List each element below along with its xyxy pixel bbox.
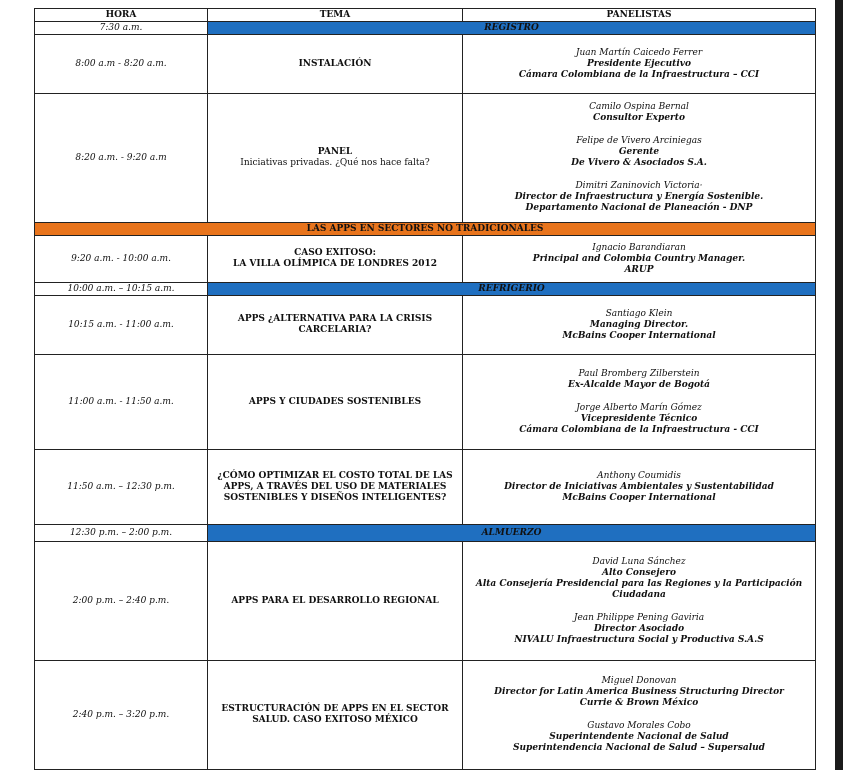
page-edge-shadow <box>835 0 843 770</box>
panelists-cell <box>463 355 816 450</box>
panelist-role: Director Asociado <box>593 623 685 634</box>
panelist-name: Felipe de Vivero Arciniegas <box>576 136 702 146</box>
panelist-role: Cámara Colombiana de la Infraestructura - CCI <box>519 424 759 435</box>
theme-title: ESTRUCTURACIÓN DE APPS EN EL SECTOR SALUD. CASO EXITOSO MÉXICO <box>221 704 449 725</box>
session-row <box>35 542 816 661</box>
panelist <box>467 557 811 601</box>
panelists-cell <box>463 296 816 355</box>
panelist-role: Director for Latin America Business Structuring Director <box>494 687 784 697</box>
theme-title: PANEL <box>317 147 353 157</box>
time-cell: 2:00 p.m. – 2:40 p.m. <box>35 542 208 661</box>
time-cell: 8:20 a.m. - 9:20 a.m <box>35 94 208 223</box>
agenda-body <box>35 22 816 770</box>
panelist-role: Director de Infraestructura y Energía Sostenible. <box>514 192 764 202</box>
theme-title: APPS PARA EL DESARROLLO REGIONAL <box>231 595 439 606</box>
theme-cell <box>208 296 463 355</box>
theme-title: APPS ¿ALTERNATIVA PARA LA CRISIS CARCELARIA? <box>237 314 433 335</box>
session-row <box>35 450 816 525</box>
time-cell: 11:00 a.m. - 11:50 a.m. <box>35 355 208 450</box>
panelist-name: Dimitri Zaninovich Victoria· <box>575 181 703 191</box>
panelist-role: ARUP <box>624 264 654 275</box>
panelist-role: Superintendencia Nacional de Salud – Supersalud <box>513 743 765 753</box>
panelist-name: Miguel Donovan <box>601 676 677 686</box>
panelist-role: Currie & Brown México <box>579 698 699 708</box>
panelists-cell <box>463 236 816 283</box>
panelist <box>467 471 811 504</box>
header-hora: HORA <box>35 9 208 22</box>
panelists-cell <box>463 661 816 770</box>
panelist-role: Principal and Colombia Country Manager. <box>532 253 746 264</box>
panelist-name: Jorge Alberto Marín Gómez <box>576 402 702 413</box>
theme-subtitle: LA VILLA OLÍMPICA DE LONDRES 2012 <box>232 259 438 269</box>
panelist <box>467 136 811 169</box>
time-cell: 10:15 a.m. - 11:00 a.m. <box>35 296 208 355</box>
panelist-role: Ex-Alcalde Mayor de Bogotá <box>567 379 711 390</box>
panelist-name: David Luna Sánchez <box>592 556 686 567</box>
panelist-name: Juan Martín Caicedo Ferrer <box>575 47 703 58</box>
theme-cell <box>208 542 463 661</box>
panelist-role: Managing Director. <box>589 319 689 330</box>
panelist <box>467 676 811 709</box>
panelist <box>467 48 811 81</box>
panelist <box>467 369 811 391</box>
break-label: REFRIGERIO <box>208 283 816 296</box>
panelist <box>467 309 811 342</box>
theme-cell <box>208 450 463 525</box>
panelist-name: Santiago Klein <box>605 308 673 319</box>
panelist-role: Alto Consejero <box>602 567 676 578</box>
session-row <box>35 236 816 283</box>
panelist-role: McBains Cooper International <box>562 492 716 503</box>
panelist <box>467 181 811 214</box>
panelist-name: Paul Bromberg Zilberstein <box>578 368 700 379</box>
session-row <box>35 296 816 355</box>
panelist-name: Anthony Coumidis <box>597 470 681 481</box>
panelist-name: Ignacio Barandiaran <box>592 242 686 253</box>
panelist <box>467 243 811 276</box>
time-cell: 9:20 a.m. - 10:00 a.m. <box>35 236 208 283</box>
break-label: ALMUERZO <box>208 525 816 542</box>
theme-title: INSTALACIÓN <box>298 58 372 69</box>
panelist <box>467 403 811 436</box>
theme-cell <box>208 661 463 770</box>
theme-cell <box>208 35 463 94</box>
panelists-cell <box>463 542 816 661</box>
header-tema: TEMA <box>208 9 463 22</box>
panelist-role: Superintendente Nacional de Salud <box>549 732 729 742</box>
panelist-role: Presidente Ejecutivo <box>587 58 691 69</box>
break-label: REGISTRO <box>208 22 816 35</box>
panelist-role: McBains Cooper International <box>562 330 716 341</box>
panelist-role: Alta Consejería Presidencial para las Regiones y la Participación Ciudadana <box>475 578 803 600</box>
panelist-role: NIVALU Infraestructura Social y Productiva S.A.S <box>514 634 764 645</box>
agenda-table <box>34 8 816 770</box>
session-row <box>35 661 816 770</box>
panelist-role: Departamento Nacional de Planeación - DNP <box>525 203 753 213</box>
panelist-role: Vicepresidente Técnico <box>580 413 698 424</box>
panelist-name: Gustavo Morales Cobo <box>587 721 691 731</box>
panelist-role: De Vivero & Asociados S.A. <box>571 158 707 168</box>
time-cell: 2:40 p.m. – 3:20 p.m. <box>35 661 208 770</box>
time-cell: 12:30 p.m. – 2:00 p.m. <box>35 525 208 542</box>
panelists-cell <box>463 450 816 525</box>
theme-cell <box>208 355 463 450</box>
theme-title: APPS Y CIUDADES SOSTENIBLES <box>248 396 422 407</box>
time-cell: 8:00 a.m - 8:20 a.m. <box>35 35 208 94</box>
break-row <box>35 22 816 35</box>
theme-title: CASO EXITOSO: <box>294 248 376 258</box>
panelist-name: Jean Philippe Pening Gaviria <box>573 612 705 623</box>
panelist-role: Gerente <box>618 147 660 157</box>
panelist-role: Cámara Colombiana de la Infraestructura – CCI <box>518 69 760 80</box>
section-row <box>35 223 816 236</box>
panelist <box>467 102 811 124</box>
session-row <box>35 355 816 450</box>
panelists-cell <box>463 94 816 223</box>
theme-cell <box>208 236 463 283</box>
panelist-role: Consultor Experto <box>593 113 685 123</box>
panelist <box>467 721 811 754</box>
theme-title: ¿CÓMO OPTIMIZAR EL COSTO TOTAL DE LAS APPS, A TRAVÉS DEL USO DE MATERIALES SOSTENIBLES Y DISEÑOS INTELIGENTES? <box>217 470 453 503</box>
header-row <box>35 9 816 22</box>
time-cell: 7:30 a.m. <box>35 22 208 35</box>
panelist <box>467 613 811 646</box>
time-cell: 10:00 a.m. – 10:15 a.m. <box>35 283 208 296</box>
panelist-name: Camilo Ospina Bernal <box>589 102 689 112</box>
break-row <box>35 525 816 542</box>
panelists-cell <box>463 35 816 94</box>
theme-subtitle: Iniciativas privadas. ¿Qué nos hace falta? <box>240 158 430 168</box>
theme-cell <box>208 94 463 223</box>
section-label: LAS APPS EN SECTORES NO TRADICIONALES <box>35 223 816 236</box>
break-row <box>35 283 816 296</box>
panelist-role: Director de Iniciativas Ambientales y Sustentabilidad <box>504 481 774 492</box>
session-row <box>35 35 816 94</box>
time-cell: 11:50 a.m. – 12:30 p.m. <box>35 450 208 525</box>
session-row <box>35 94 816 223</box>
header-panelistas: PANELISTAS <box>463 9 816 22</box>
